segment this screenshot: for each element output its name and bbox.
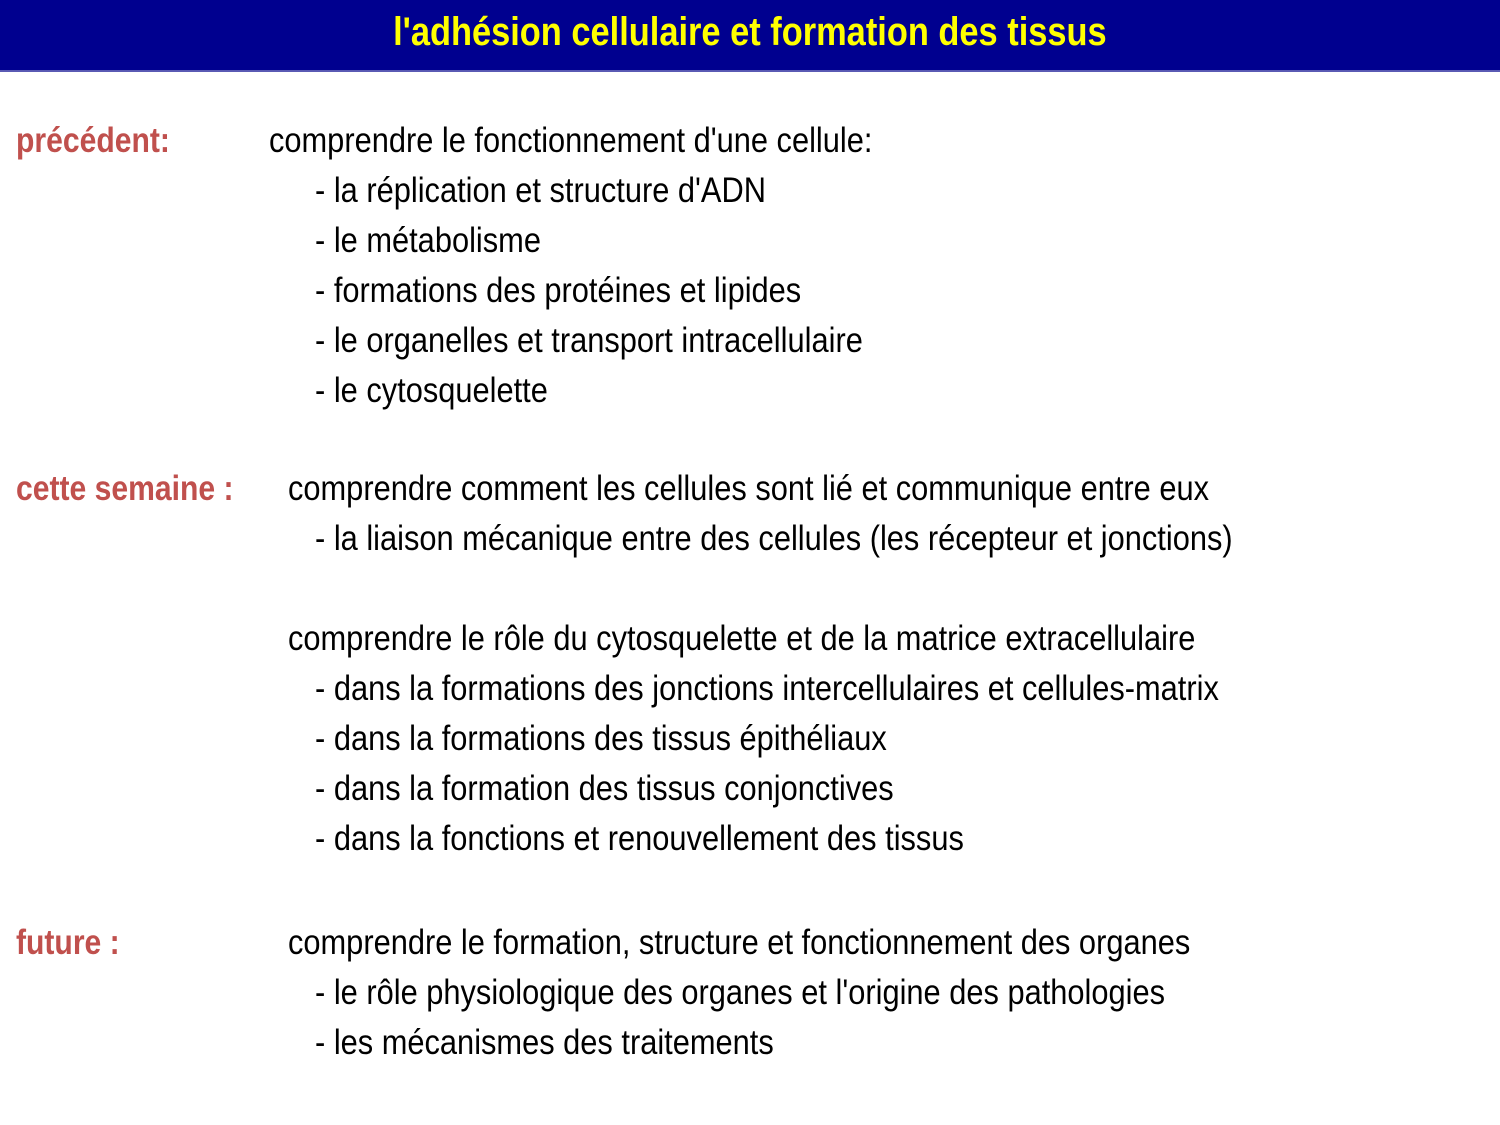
title-bar (0, 0, 1500, 72)
section-heading: comprendre comment les cellules sont lié et communique entre eux (288, 469, 1210, 508)
list-item: - le métabolisme (315, 221, 541, 260)
list-item: - le organelles et transport intracellulaire (315, 321, 863, 360)
list-item: - les mécanismes des traitements (315, 1023, 774, 1062)
section-heading: comprendre le formation, structure et fonctionnement des organes (288, 923, 1191, 962)
section-heading: comprendre le fonctionnement d'une cellule: (269, 121, 873, 160)
section-label-precedent: précédent: (16, 121, 170, 160)
section-subheading: comprendre le rôle du cytosquelette et de la matrice extracellulaire (288, 619, 1196, 658)
list-item: - dans la formations des tissus épithéliaux (315, 719, 887, 758)
list-item: - la réplication et structure d'ADN (315, 171, 766, 210)
section-label-future: future : (16, 923, 120, 962)
list-item: - la liaison mécanique entre des cellules (les récepteur et jonctions) (315, 519, 1233, 558)
list-item: - le cytosquelette (315, 371, 548, 410)
section-label-cette-semaine: cette semaine : (16, 469, 234, 508)
slide-title: l'adhésion cellulaire et formation des tissus (393, 9, 1107, 54)
list-item: - dans la formation des tissus conjonctives (315, 769, 894, 808)
list-item: - dans la fonctions et renouvellement des tissus (315, 819, 964, 858)
list-item: - le rôle physiologique des organes et l'origine des pathologies (315, 973, 1166, 1012)
list-item: - formations des protéines et lipides (315, 271, 802, 310)
list-item: - dans la formations des jonctions intercellulaires et cellules-matrix (315, 669, 1219, 708)
